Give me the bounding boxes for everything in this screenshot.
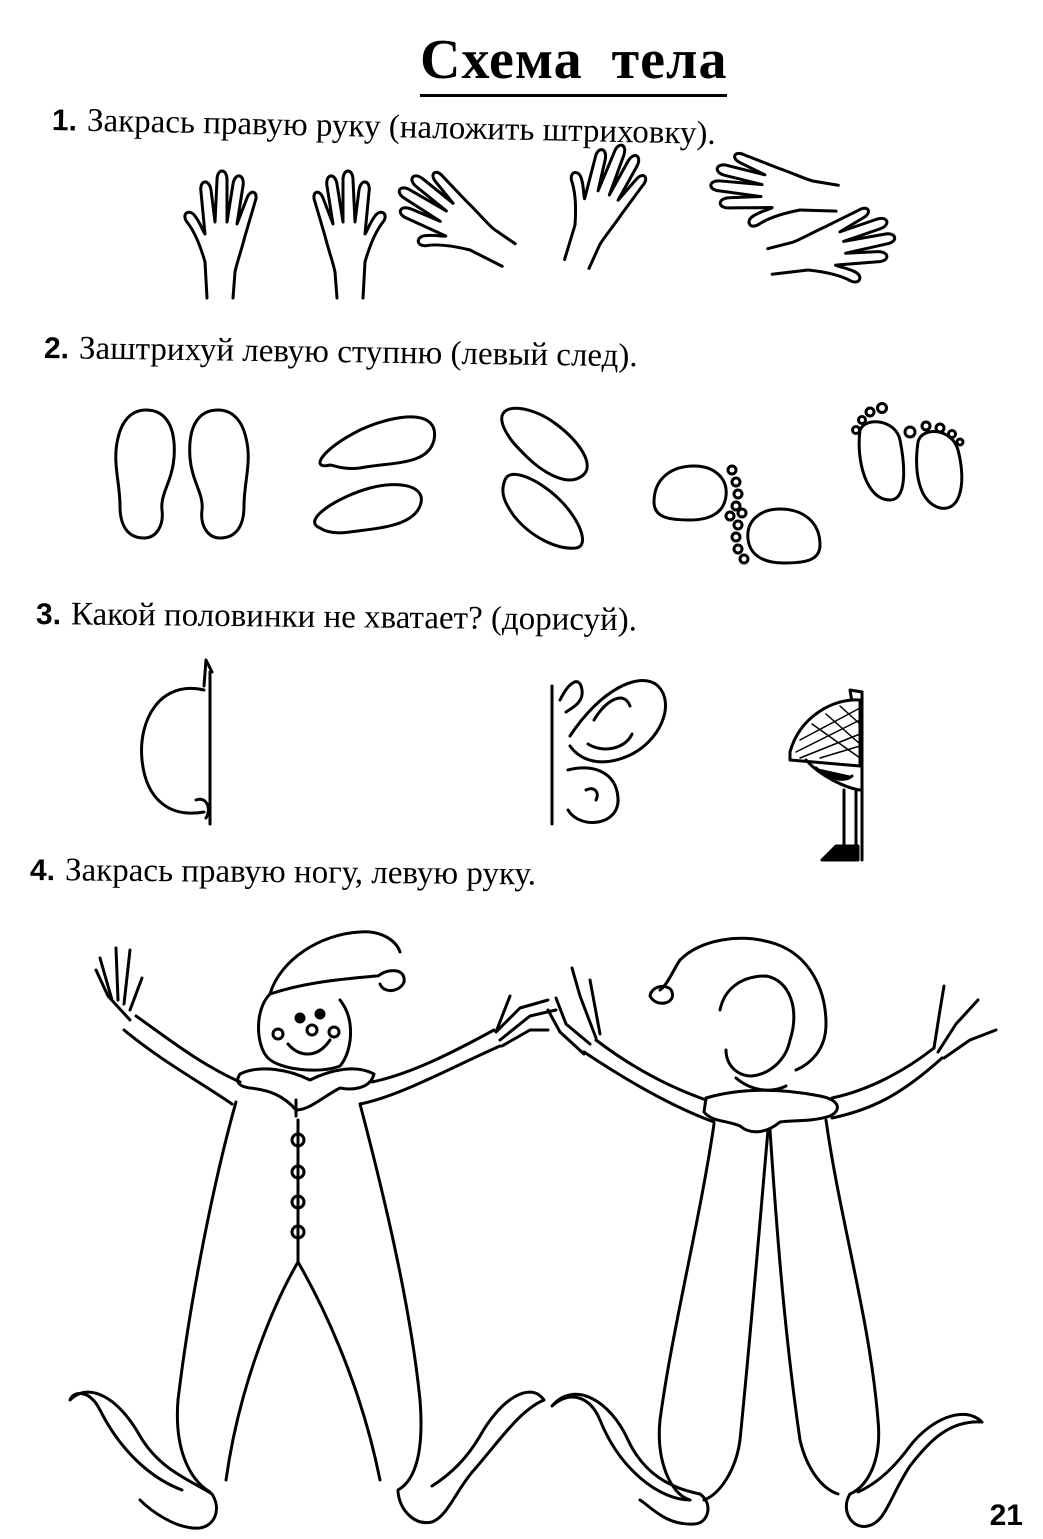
half-mushroom-icon	[790, 690, 862, 860]
footprint-icon	[654, 404, 963, 564]
clown-icon	[70, 932, 996, 1528]
page-number: 21	[989, 1499, 1023, 1532]
foot-icon	[116, 408, 587, 548]
task-text: Закрась правую руку (наложить штриховку).	[86, 102, 717, 152]
hand-icon	[185, 133, 901, 298]
task-number: 3.	[35, 598, 62, 632]
task-number: 4.	[29, 854, 56, 888]
page-title: Схема тела	[420, 28, 727, 97]
task-text: Закрась правую ногу, левую руку.	[64, 852, 537, 893]
half-face-icon	[142, 660, 212, 824]
task-text: Какой половинки не хватает? (дорисуй).	[70, 596, 638, 639]
task-number: 1.	[51, 104, 78, 138]
half-butterfly-icon	[552, 681, 666, 824]
task-number: 2.	[43, 332, 70, 366]
task-text: Заштрихуй левую ступню (левый след).	[78, 330, 638, 375]
